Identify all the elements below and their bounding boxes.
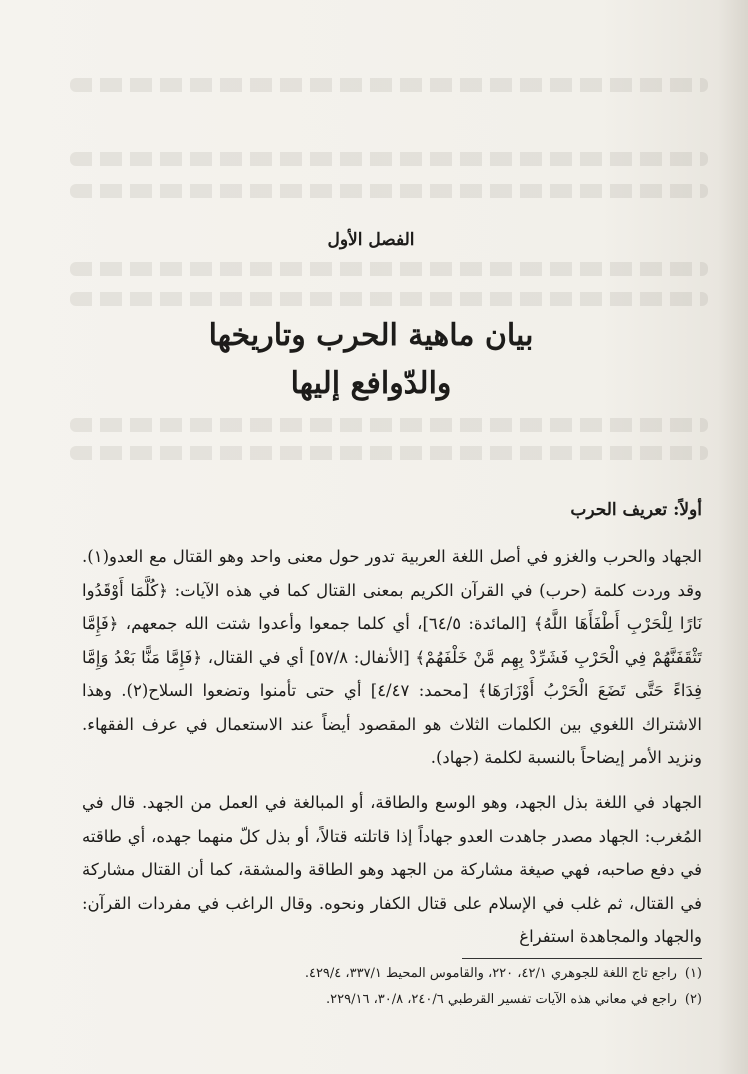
footnote-separator: [462, 958, 702, 959]
footnote-text: راجع تاج اللغة للجوهري ٤٢/١، ٢٢٠، والقاموس المحيط ٣٣٧/١، ٤٢٩/٤.: [304, 966, 677, 981]
footnote-number: (٢): [684, 992, 702, 1007]
section-heading: أولاً: تعريف الحرب: [570, 500, 702, 520]
body-paragraph: الجهاد في اللغة بذل الجهد، وهو الوسع والطاقة، أو المبالغة في العمل من الجهد. قال في المُغرب: الجهاد مصدر جاهدت العدو جهاداً إذا قاتلته قتالاً، أو بذل كلّ منهما جهده، أي طاقته في دفع صاحبه، فهي صيغة مشاركة من الجهد وهو الطاقة والمشقة، كما أن القتال مشاركة في القتال، ثم غلب في الإسلام على قتال الكفار ونحوه. وقال الراغب في مفردات القرآن: والجهاد والمجاهدة استفراغ: [82, 793, 702, 946]
footnote-number: (١): [684, 966, 702, 981]
footnote-text: راجع في معاني هذه الآيات تفسير القرطبي ٢٤٠/٦، ٣٠/٨، ٢٢٩/١٦.: [326, 992, 677, 1007]
body-paragraph: الجهاد والحرب والغزو في أصل اللغة العربية تدور حول معنى واحد وهو القتال مع العدو(١). وقد وردت كلمة (حرب) في القرآن الكريم بمعنى القتال كما في هذه الآيات: ﴿كُلَّمَا أَوْقَدُوا نَارًا لِلْحَرْبِ أَطْفَأَهَا اللَّهُ﴾ [المائدة: ٦٤/٥]، أي كلما جمعوا وأعدوا شتت الله جمعهم، ﴿فَإِمَّا تَثْقَفَنَّهُمْ فِي الْحَرْبِ فَشَرِّدْ بِهِم مَّنْ خَلْفَهُمْ﴾ [الأنفال: ٥٧/٨] أي في القتال، ﴿فَإِمَّا مَنًّا بَعْدُ وَإِمَّا فِدَاءً حَتَّى تَضَعَ الْحَرْبُ أَوْزَارَهَا﴾ [محمد: ٤/٤٧] أي حتى تأمنوا وتضعوا السلاح(٢). وهذا الاشتراك اللغوي بين الكلمات الثلاث هو المقصود أيضاً عند الاستعمال في عرف الفقهاء. ونزيد الأمر إيضاحاً بالنسبة لكلمة (جهاد).: [82, 547, 702, 767]
bleed-through-line: [70, 292, 708, 306]
footnote: [82, 992, 702, 1007]
bleed-through-line: [70, 78, 708, 92]
bleed-through-line: [70, 446, 708, 460]
bleed-through-line: [70, 262, 708, 276]
bleed-through-line: [70, 184, 708, 198]
bleed-through-line: [70, 418, 708, 432]
chapter-title-line-2: والدّوافع إليها: [290, 366, 452, 401]
bleed-through-line: [70, 152, 708, 166]
footnote: [82, 966, 702, 981]
chapter-title-line-1: بيان ماهية الحرب وتاريخها: [208, 318, 534, 353]
chapter-label: الفصل الأول: [327, 230, 415, 250]
